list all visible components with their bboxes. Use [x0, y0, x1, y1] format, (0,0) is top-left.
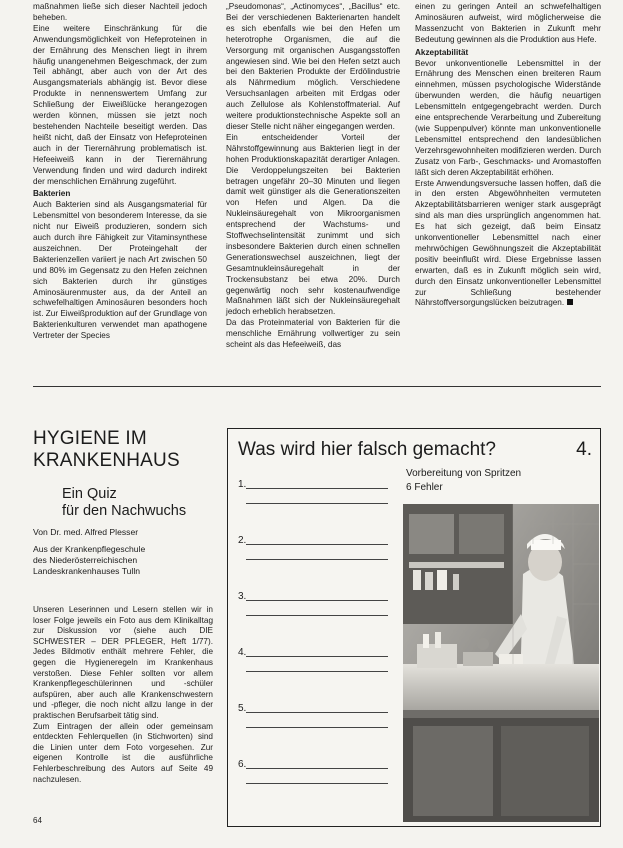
quiz-title: Was wird hier falsch gemacht? [238, 439, 497, 460]
answer-line [246, 727, 388, 728]
answer-slot-3 [238, 591, 388, 625]
article-author: Von Dr. med. Alfred Plesser [33, 527, 139, 537]
text-paragraph: Ein entscheidender Vorteil der Nährstoffgewinnung aus Bakterien liegt in der hohen Produktionskapazität derartiger Anlagen. Die Verdoppelungszeiten bei Bakterien betragen ungefähr 20–30 Minuten und liegen damit weit günstiger als die Generationszeiten von Hefen und Algen. Da die Nukleinsäuregehalt von Mikroorganismen entsprechend der Wachstums- und Stoffwechselintensität zunimmt und sich insbesondere Bakterien durch einen schnellen Generationswechsel auszeichnen, liegt der Gesamtnukleinsäuregehalt in der Trockensubstanz bei etwa 20%. Durch gegenwärtig noch sehr kostenaufwendige Maßnahmen läßt sich der Nukleinsäuregehalt jedoch erheblich herabsetzen. [226, 132, 400, 317]
article-institution [33, 544, 218, 577]
answer-line [246, 768, 388, 769]
section-divider [33, 386, 601, 387]
article-title [33, 428, 180, 472]
institution-line-2: des Niederösterreichischen [33, 555, 138, 565]
quiz-caption-line-1: Vorbereitung von Spritzen [406, 468, 522, 479]
answer-number: 1. [238, 479, 247, 490]
answer-number: 5. [238, 703, 247, 714]
section-heading: Akzeptabilität [415, 47, 469, 57]
text-paragraph: Erste Anwendungsversuche lassen hoffen, daß die in den ersten Abgewöhnheiten vermuteten Akzeptabilitätsbarrieren weniger stark ausgeprägt sind als man dies ursprünglich angenommen hat. Es hat sich gezeigt, daß beim Einsatz unkonventioneller Lebensmittel nach einer mehrwöchigen Gewöhnungszeit die Akzeptabilität positiv beeinflußt wird. Diese Ergebnisse lassen erwarten, daß es in Zukunft möglich sein wird, durch den Einsatz unkonventioneller Lebensmittel zur Schließung bestehender Nährstoffversorgungslücken beizutragen. [415, 178, 601, 308]
article-title-line-2: KRANKENHAUS [33, 450, 180, 471]
answer-number: 4. [238, 647, 247, 658]
text-column-1 [33, 2, 207, 342]
answer-line [246, 559, 388, 560]
answer-slot-6 [238, 759, 388, 793]
quiz-photo [403, 504, 599, 822]
answer-slot-2 [238, 535, 388, 569]
answer-line [246, 503, 388, 504]
answer-line [246, 656, 388, 657]
answer-slot-4 [238, 647, 388, 681]
institution-line-3: Landeskrankenhauses Tulln [33, 566, 141, 576]
article-paragraph: Zum Eintragen der allein oder gemeinsam entdeckten Fehlerquellen (in Stichworten) sind die Linien unter dem Foto vorgesehen. Zur eigenen Kontrolle ist die ausführliche Fehlerbeschreibung des Autors auf Seite 49 nachzulesen. [33, 721, 213, 784]
article-body [33, 605, 213, 785]
answer-number: 2. [238, 535, 247, 546]
answer-number: 3. [238, 591, 247, 602]
text-column-2 [226, 2, 400, 351]
answer-slot-5 [238, 703, 388, 737]
answer-line [246, 783, 388, 784]
article-subtitle-line-1: Ein Quiz [62, 486, 117, 502]
text-column-3 [415, 2, 601, 309]
article-paragraph: Unseren Leserinnen und Lesern stellen wir in loser Folge jeweils ein Foto aus dem Klinikalltag zur Diskussion vor (siehe auch DIE SCHWESTER – DER PFLEGER, Heft 1/77). Jedes Bildmotiv enthält mehrere Fehler, die gegen die Hygieneregeln im Krankenhaus verstoßen. Diese Fehler sollten vor allem Krankenpflegeschülerinnen und -schüler aufspüren, aber auch alle Krankenschwestern und -pfleger, die noch nicht allzu lange in der praktischen Berufsarbeit tätig sind. [33, 605, 213, 720]
text-paragraph: einen zu geringen Anteil an schwefelhaltigen Aminosäuren aufweist, wird möglicherweise die Massenzucht von Bakterien in Zukunft mehr Bedeutung gewinnen als die Produktion aus Hefe. [415, 2, 601, 44]
section-heading: Bakterien [33, 189, 71, 199]
quiz-caption-line-2: 6 Fehler [406, 482, 443, 493]
text-paragraph: Bevor unkonventionelle Lebensmittel in der Ernährung des Menschen einen breiteren Raum einnehmen, müssen psychologische Widerstände überwunden werden, die häufig neuartigen Lebensmitteln entgegengebracht werden. Durch eine entsprechende Verarbeitung und Zubereitung (wie Suppenpulver) könnte man unkonventionelle Lebensmittel entsprechend den landesüblichen Verzehrsgewohnheiten modifizieren werden. Durch Zusatz von Farb-, Geschmacks- und Aromastoffen läßt sich deren Akzeptabilität erhöhen. [415, 58, 601, 177]
end-of-article-marker [567, 299, 573, 305]
text-paragraph: maßnahmen ließe sich dieser Nachteil jedoch beheben. [33, 2, 207, 22]
text-paragraph: Auch Bakterien sind als Ausgangsmaterial für Lebensmittel von besonderem Interesse, da sie nicht nur Eiweiß produzieren, sondern sich auch durch ihre Fähigkeit zur Vitaminsynthese auszeichnen. Der Proteingehalt der Bakterienzellen variiert je nach Art zwischen 50 und 80% im Gegensatz zu den Hefen zeichnen sich Bakterien durch ihr günstiges Aminosäurenmuster aus, da der Anteil an schwefelhaltigen Aminosäuren besonders hoch ist. Zur Eiweißproduktion auf der Grundlage von Bakterienkulturen verwendet man apathogene Vertreter der Species [33, 200, 207, 341]
article-title-line-1: HYGIENE IM [33, 428, 147, 449]
answer-line [246, 615, 388, 616]
answer-line [246, 600, 388, 601]
article-subtitle [62, 486, 186, 520]
text-paragraph: Da das Proteinmaterial von Bakterien für die menschliche Ernährung vollwertiger zu sein scheint als das Hefeeiweiß, das [226, 318, 400, 350]
quiz-box [227, 428, 601, 827]
text-paragraph: „Pseudomonas“, „Actinomyces“, „Bacillus“ etc. Bei der verschiedenen Bakterienarten handelt es sich ebenfalls wie bei den Hefen um heterotrophe Organismen, die auf die Versorgung mit organischen Ausgangsstoffen angewiesen sind. Wie bei den Hefen setzt auch bei den Bakterien Produkte der Erdölindustrie als Nährmedium möglich. Verschiedene Versuchsanlagen arbeiten mit Erdgas oder auch Zellulose als Kohlenstoffmaterial. Auf weitere produktionstechnische Aspekte soll an dieser Stelle nicht näher eingegangen werden. [226, 2, 400, 131]
answer-line [246, 544, 388, 545]
page-number: 64 [33, 816, 42, 825]
nurse-preparing-syringes-photo [403, 504, 599, 822]
quiz-number: 4. [576, 439, 592, 460]
answer-line [246, 488, 388, 489]
article-subtitle-line-2: für den Nachwuchs [62, 503, 187, 519]
text-paragraph: Eine weitere Einschränkung für die Anwendungsmöglichkeit von Hefeproteinen in der Ernährung des Menschen liegt in ihrem häufig unangenehmen Beigeschmack, der zum Teil abhängt, aber auch von der Art des Ausgangsmaterials abhängig ist. Bevor diese Produkte in nennenswertem Umfang zur Schließung der Eiweißlücke herangezogen werden können, müssen sie jetzt noch bestehenden Nachteile beseitigt werden. Das heißt nicht, daß der Einsatz von Hefeproteinen auch in der Tierernährung problematisch ist. Hefeeiweiß kann in der Tierernährung Verwendung finden und wird dadurch indirekt der menschlichen Ernährung zugeführt. [33, 23, 207, 186]
answer-line [246, 712, 388, 713]
answer-slot-1 [238, 479, 388, 513]
institution-line-1: Aus der Krankenpflegeschule [33, 544, 146, 554]
answer-line [246, 671, 388, 672]
answer-number: 6. [238, 759, 247, 770]
quiz-caption [406, 467, 521, 495]
